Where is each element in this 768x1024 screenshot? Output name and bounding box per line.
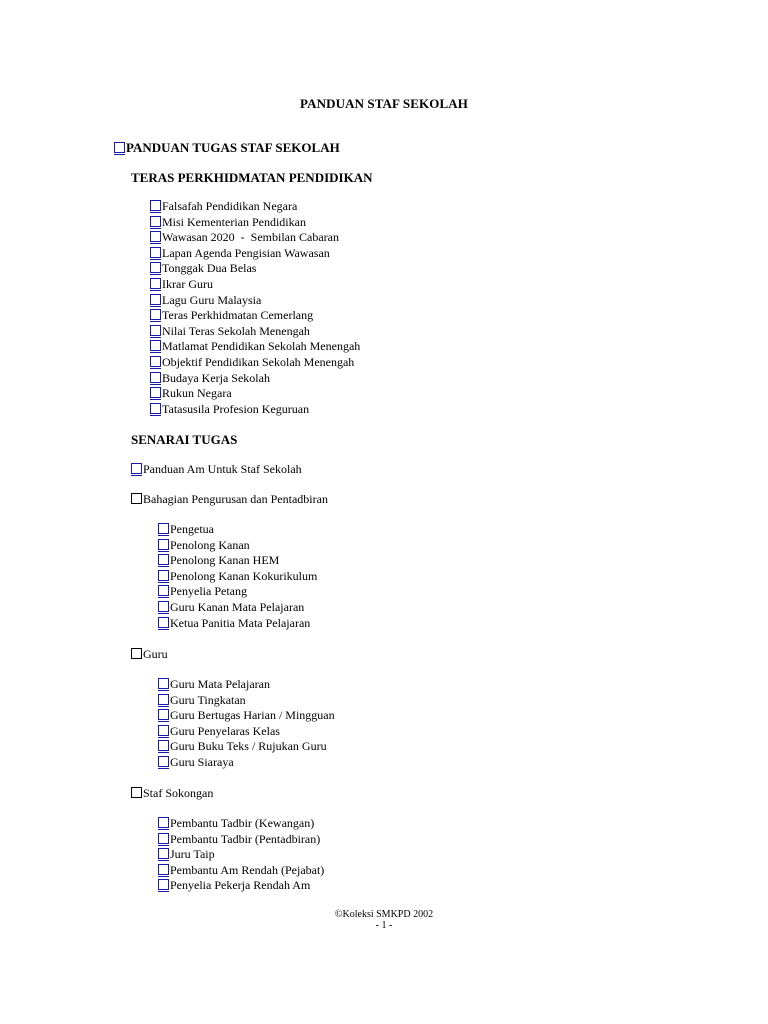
list-item[interactable]	[158, 553, 317, 569]
list-item-label: Pengetua	[170, 522, 214, 536]
checkbox-icon[interactable]	[158, 585, 169, 596]
list-item[interactable]	[150, 386, 360, 402]
list-item[interactable]	[150, 246, 360, 262]
checkbox-icon	[131, 787, 142, 798]
list-item-label: Penolong Kanan	[170, 537, 250, 552]
checkbox-icon[interactable]	[158, 570, 169, 581]
list-item-label: Matlamat Pendidikan Sekolah Menengah	[162, 339, 361, 354]
list-item-label: Teras Perkhidmatan Cemerlang	[162, 308, 314, 323]
pengurusan-list	[158, 522, 317, 631]
checkbox-icon[interactable]	[150, 325, 161, 336]
footer-copyright: ©Koleksi SMKPD 2002	[334, 909, 434, 920]
group-label-text: Bahagian Pengurusan dan Pentadbiran	[143, 492, 328, 506]
footer-page-number: - 1 -	[375, 920, 393, 931]
checkbox-icon[interactable]	[158, 709, 169, 720]
list-item-label: Pembantu Tadbir (Kewangan)	[170, 816, 315, 830]
document-title: PANDUAN STAF SEKOLAH	[300, 96, 468, 111]
list-item-label: Rukun Negara	[162, 386, 232, 401]
checkbox-icon[interactable]	[158, 554, 169, 565]
checkbox-icon[interactable]	[158, 694, 169, 705]
checkbox-icon[interactable]	[150, 356, 161, 367]
checkbox-icon[interactable]	[131, 463, 142, 474]
checkbox-icon[interactable]	[158, 848, 169, 859]
checkbox-icon[interactable]	[158, 833, 169, 844]
list-item[interactable]	[150, 215, 360, 231]
checkbox-icon[interactable]	[158, 539, 169, 550]
checkbox-icon[interactable]	[114, 142, 125, 153]
checkbox-icon[interactable]	[150, 231, 161, 242]
list-item-label: Penyelia Petang	[170, 584, 247, 599]
list-item-label: Wawasan 2020 - Sembilan Cabaran	[162, 230, 339, 245]
checkbox-icon[interactable]	[158, 678, 169, 689]
list-item-label: Lagu Guru Malaysia	[162, 292, 262, 307]
list-item-label: Ikrar Guru	[162, 276, 213, 291]
guru-list	[158, 677, 335, 771]
checkbox-icon[interactable]	[158, 740, 169, 751]
list-item[interactable]	[150, 199, 360, 215]
list-item[interactable]	[150, 355, 360, 371]
checkbox-icon	[131, 648, 142, 659]
list-item-label: Nilai Teras Sekolah Menengah	[162, 323, 310, 338]
list-item[interactable]	[158, 677, 335, 693]
list-item-label: Ketua Panitia Mata Pelajaran	[170, 615, 311, 630]
checkbox-icon[interactable]	[150, 309, 161, 320]
list-item[interactable]	[158, 755, 335, 771]
list-item-label: Guru Buku Teks / Rujukan Guru	[170, 739, 327, 754]
list-item-label: Pembantu Am Rendah (Pejabat)	[170, 862, 325, 877]
checkbox-icon[interactable]	[158, 601, 169, 612]
list-item-label: Budaya Kerja Sekolah	[162, 370, 270, 385]
list-item-label: Penyelia Pekerja Rendah Am	[170, 878, 311, 893]
list-item-label: Tatasusila Profesion Keguruan	[162, 401, 310, 416]
list-item[interactable]	[150, 402, 360, 418]
list-item[interactable]	[158, 847, 324, 863]
checkbox-icon[interactable]	[158, 879, 169, 890]
list-item[interactable]	[158, 708, 335, 724]
checkbox-icon[interactable]	[150, 387, 161, 398]
group-label-pengurusan	[131, 492, 328, 507]
list-item[interactable]	[158, 863, 324, 879]
list-item-label: Guru Bertugas Harian / Mingguan	[170, 708, 335, 723]
checkbox-icon[interactable]	[150, 403, 161, 414]
checkbox-icon[interactable]	[158, 617, 169, 628]
checkbox-icon[interactable]	[150, 278, 161, 289]
list-item-label: Guru Tingkatan	[170, 692, 246, 707]
checkbox-icon[interactable]	[150, 216, 161, 227]
group-label-text: Staf Sokongan	[143, 786, 214, 800]
list-item-label: Objektif Pendidikan Sekolah Menengah	[162, 354, 355, 369]
list-item[interactable]	[150, 371, 360, 387]
checkbox-icon[interactable]	[158, 817, 169, 828]
checkbox-icon[interactable]	[158, 864, 169, 875]
main-heading-label: PANDUAN TUGAS STAF SEKOLAH	[126, 140, 340, 155]
list-item[interactable]	[150, 261, 360, 277]
checkbox-icon[interactable]	[158, 523, 169, 534]
checkbox-icon[interactable]	[150, 262, 161, 273]
checkbox-icon[interactable]	[158, 756, 169, 767]
list-item-label: Lapan Agenda Pengisian Wawasan	[162, 245, 330, 260]
list-item[interactable]	[158, 584, 317, 600]
section-heading-senarai: SENARAI TUGAS	[131, 432, 238, 447]
list-item-label: Guru Kanan Mata Pelajaran	[170, 599, 305, 614]
checkbox-icon[interactable]	[150, 340, 161, 351]
list-item-label: Pembantu Tadbir (Pentadbiran)	[170, 831, 321, 846]
list-item[interactable]	[158, 693, 335, 709]
list-item[interactable]	[150, 324, 360, 340]
main-heading[interactable]	[114, 140, 340, 156]
group-label-sokongan	[131, 786, 213, 801]
list-item[interactable]	[158, 538, 317, 554]
general-guide-item[interactable]	[131, 462, 302, 477]
list-item-label: Penolong Kanan Kokurikulum	[170, 568, 318, 583]
list-item-label: Falsafah Pendidikan Negara	[162, 199, 298, 213]
teras-list	[150, 199, 360, 417]
list-item[interactable]	[158, 522, 317, 538]
general-guide-label: Panduan Am Untuk Staf Sekolah	[143, 462, 302, 476]
list-item[interactable]	[158, 569, 317, 585]
checkbox-icon[interactable]	[150, 247, 161, 258]
list-item[interactable]	[150, 339, 360, 355]
list-item[interactable]	[158, 616, 317, 632]
list-item[interactable]	[158, 878, 324, 894]
group-label-guru	[131, 647, 168, 662]
list-item-label: Guru Siaraya	[170, 754, 234, 769]
list-item-label: Juru Taip	[170, 847, 215, 862]
list-item[interactable]	[158, 724, 335, 740]
sokongan-list	[158, 816, 324, 894]
list-item-label: Guru Penyelaras Kelas	[170, 723, 280, 738]
list-item-label: Guru Mata Pelajaran	[170, 677, 270, 691]
list-item[interactable]	[150, 293, 360, 309]
checkbox-icon[interactable]	[150, 200, 161, 211]
list-item[interactable]	[150, 277, 360, 293]
list-item-label: Misi Kementerian Pendidikan	[162, 214, 306, 229]
list-item[interactable]	[158, 739, 335, 755]
checkbox-icon[interactable]	[150, 294, 161, 305]
list-item[interactable]	[158, 832, 324, 848]
list-item[interactable]	[158, 816, 324, 832]
checkbox-icon	[131, 493, 142, 504]
list-item[interactable]	[150, 308, 360, 324]
list-item-label: Tonggak Dua Belas	[162, 261, 257, 276]
list-item[interactable]	[158, 600, 317, 616]
checkbox-icon[interactable]	[158, 725, 169, 736]
list-item-label: Penolong Kanan HEM	[170, 553, 280, 568]
section-heading-teras: TERAS PERKHIDMATAN PENDIDIKAN	[131, 170, 373, 185]
checkbox-icon[interactable]	[150, 372, 161, 383]
group-label-text: Guru	[143, 647, 168, 661]
list-item[interactable]	[150, 230, 360, 246]
